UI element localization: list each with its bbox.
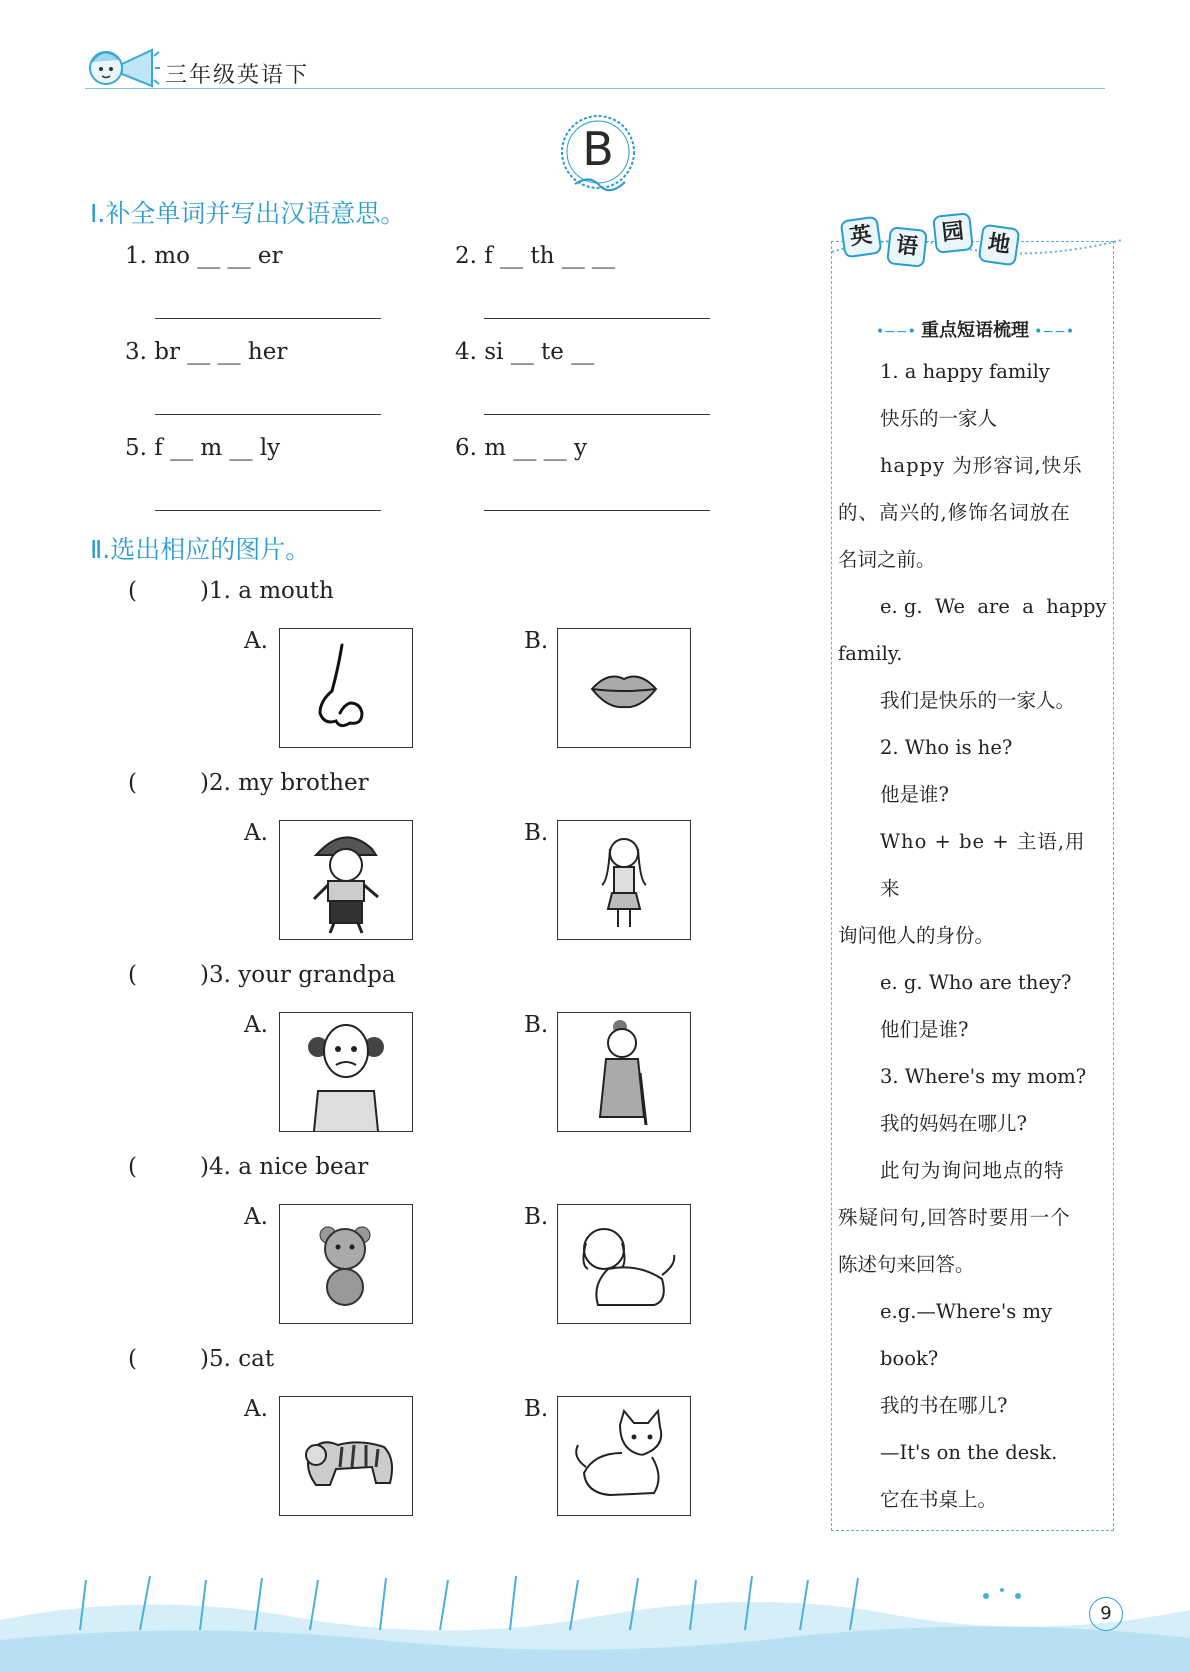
teddy-bear-picture[interactable] (279, 1204, 413, 1324)
option-b-label: B. (524, 1396, 549, 1422)
option-b-label: B. (524, 820, 549, 846)
question-1: )1. a mouth (200, 578, 334, 604)
option-a-label: A. (244, 820, 268, 846)
answer-bracket-3[interactable]: ( (128, 962, 137, 988)
nose-picture[interactable] (279, 628, 413, 748)
sidebar-line: e. g. We are a happy (880, 595, 1107, 618)
sidebar-line: happy 为形容词,快乐 (880, 454, 1083, 477)
sidebar-title-char: 语 (886, 226, 928, 268)
subtitle-left-ornament-icon: •−−• (875, 324, 916, 340)
header-divider (85, 88, 1105, 89)
word-item-3: 3. br __ __ her (125, 339, 288, 365)
question-3: )3. your grandpa (200, 962, 396, 988)
answer-line-4[interactable] (484, 414, 710, 415)
sidebar-line: 他们是谁? (880, 1018, 969, 1041)
answer-line-5[interactable] (155, 510, 381, 511)
word-item-2: 2. f __ th __ __ (455, 243, 616, 269)
sidebar-title-char: 地 (978, 224, 1021, 267)
grandma-picture[interactable] (557, 1012, 691, 1132)
sidebar-title-char: 英 (840, 216, 883, 259)
header-mascot-icon (84, 42, 160, 92)
answer-line-1[interactable] (155, 318, 381, 319)
dog-picture[interactable] (557, 1204, 691, 1324)
book-title: 三年级英语下 (165, 63, 310, 88)
sidebar-line: 询问他人的身份。 (838, 924, 995, 947)
option-a-label: A. (244, 628, 268, 654)
sidebar-subtitle-row (850, 316, 1100, 342)
grandpa-picture[interactable] (279, 1012, 413, 1132)
answer-bracket-2[interactable]: ( (128, 770, 137, 796)
page-number: 9 (1089, 1597, 1123, 1631)
lips-picture[interactable] (557, 628, 691, 748)
sidebar-line: 殊疑问句,回答时要用一个 (838, 1206, 1071, 1229)
option-a-label: A. (244, 1396, 268, 1422)
sidebar-line: 1. a happy family (880, 360, 1050, 383)
option-a-label: A. (244, 1012, 268, 1038)
sidebar-line: 我的妈妈在哪儿? (880, 1112, 1027, 1135)
sidebar-line: 陈述句来回答。 (838, 1253, 975, 1276)
sidebar-line: 名词之前。 (838, 548, 936, 571)
section-letter: B (582, 122, 614, 176)
answer-bracket-5[interactable]: ( (128, 1346, 137, 1372)
subtitle-right-ornament-icon: •−−• (1034, 324, 1075, 340)
tiger-picture[interactable] (279, 1396, 413, 1516)
question-5: )5. cat (200, 1346, 275, 1372)
sidebar-line: —It's on the desk. (880, 1441, 1058, 1464)
option-a-label: A. (244, 1204, 268, 1230)
word-item-1: 1. mo __ __ er (125, 243, 283, 269)
question-4: )4. a nice bear (200, 1154, 369, 1180)
word-item-5: 5. f __ m __ ly (125, 435, 281, 461)
option-b-label: B. (524, 628, 549, 654)
sidebar-line: Who + be + 主语,用来 (880, 830, 1086, 900)
sidebar-line: e. g. Who are they? (880, 971, 1072, 994)
sidebar-content (838, 348, 1107, 1523)
sidebar-subtitle: 重点短语梳理 (921, 320, 1029, 341)
sidebar-line: e.g.—Where's my book? (880, 1300, 1052, 1370)
sidebar-line: 快乐的一家人 (880, 407, 998, 430)
sidebar-line: 它在书桌上。 (880, 1488, 998, 1511)
sidebar-line: 此句为询问地点的特 (880, 1159, 1065, 1182)
option-b-label: B. (524, 1204, 549, 1230)
sidebar-line: 2. Who is he? (880, 736, 1013, 759)
footer-waves-decoration-icon (0, 1540, 1190, 1672)
sidebar-line: 他是谁? (880, 783, 949, 806)
girl-picture[interactable] (557, 820, 691, 940)
part1-heading: Ⅰ.补全单词并写出汉语意思。 (90, 199, 406, 228)
question-2: )2. my brother (200, 770, 369, 796)
boy-picture[interactable] (279, 820, 413, 940)
answer-bracket-1[interactable]: ( (128, 578, 137, 604)
answer-line-6[interactable] (484, 510, 710, 511)
sidebar-line: 3. Where's my mom? (880, 1065, 1087, 1088)
word-item-6: 6. m __ __ y (455, 435, 587, 461)
sidebar-title (832, 214, 1122, 264)
cat-picture[interactable] (557, 1396, 691, 1516)
sidebar-line: 我们是快乐的一家人。 (880, 689, 1076, 712)
sidebar-line: 的、高兴的,修饰名词放在 (838, 501, 1071, 524)
answer-line-2[interactable] (484, 318, 710, 319)
sidebar-line: 我的书在哪儿? (880, 1394, 1008, 1417)
answer-bracket-4[interactable]: ( (128, 1154, 137, 1180)
option-b-label: B. (524, 1012, 549, 1038)
part2-heading: Ⅱ.选出相应的图片。 (90, 535, 311, 564)
answer-line-3[interactable] (155, 414, 381, 415)
word-item-4: 4. si __ te __ (455, 339, 595, 365)
sidebar-title-char: 园 (932, 212, 974, 254)
sidebar-line: family. (838, 642, 903, 665)
